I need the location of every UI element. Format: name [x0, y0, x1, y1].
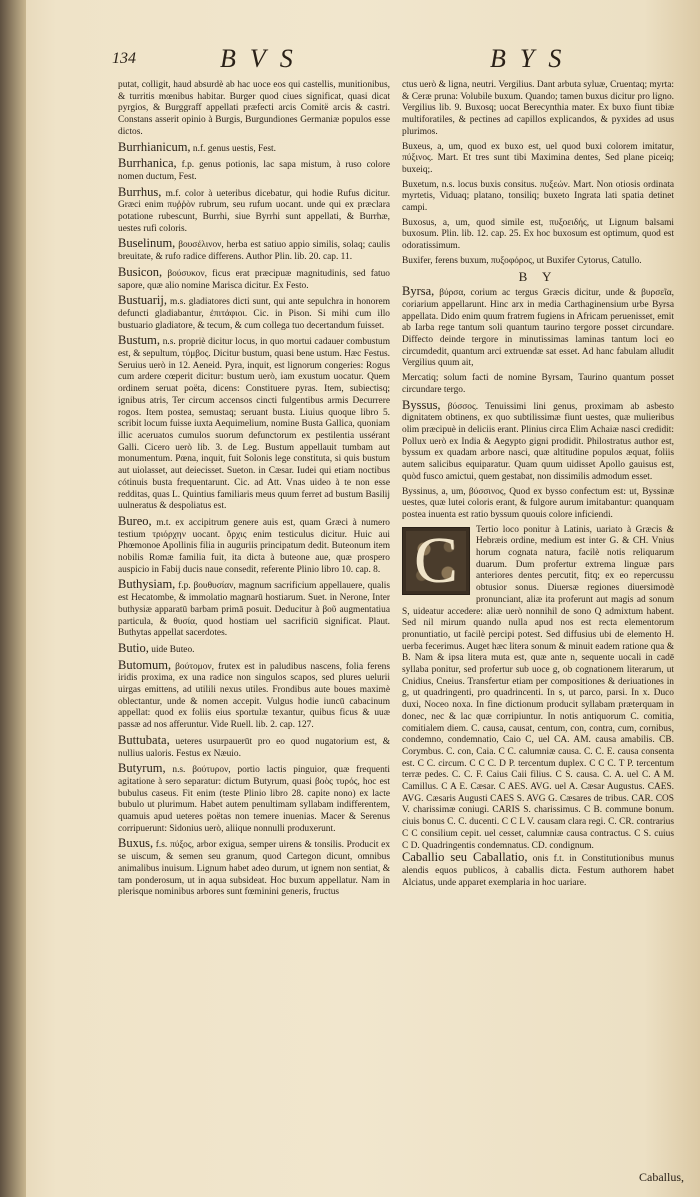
dictionary-entry	[402, 180, 674, 215]
entry-text: Buxosus, a, um, quod simile est, πυξοειδής, ut Lignum balsami buxosum. Plin. lib. 12. cap. 25. Ex hoc buxosum est optimum, quod est odoratissimum.	[402, 217, 674, 252]
entry-text: m.f. color à ueteribus dicebatur, qui hodie Rufus dicitur. Græci enim πυῤῥὸν rubrum, seu rufum uocant. unde qui ex præclara potatione rubescunt, Burrhi, siue Byrrhi sunt appellati, & Burrhæ, uestes rufi coloris.	[118, 188, 390, 234]
dictionary-entry	[118, 838, 390, 899]
entry-lemma: Byrsa,	[402, 284, 435, 299]
entry-lemma: Butomum,	[118, 657, 172, 672]
dictionary-entry	[402, 373, 674, 396]
entry-text: βουσέλινον, herba est satiuo appio similis, solaq; caulis breuitate, & rufo radice differens. Author Plin. lib. 20. cap. 11.	[118, 240, 390, 263]
dictionary-entry	[118, 513, 390, 577]
dictionary-entry	[118, 158, 390, 183]
decorated-initial-c	[402, 524, 470, 597]
dictionary-entry	[118, 184, 390, 236]
entry-lemma: Butio,	[118, 640, 149, 655]
entry-text: n.s. propriè dicitur locus, in quo mortui cadauer combustum est, & sepultum, τύμβος. Dicitur bustum, quasi bene ustum. Hæc Festus. Seruius uerò in 12. Aeneid. Pyra, inquit, est lignorum congeries: Rogus cum ardere cœperit dicitur: bustum uerò, iam exustum uocatur. Quem ordinem seruat poëta, dicens: Constituere pyras. Item, subiectisq; ignibus atris, Ter circum accensos cincti fulgentibus armis Decurrere rogos. Item postea, semustaq; seruant busta. Liuius quoque libro 5. scribit locum fuisse iuxta Aequimelium, nomine Busta Gallica, quoniam illic aceruatos cumulos suorum defunctorum ex pestilentia ussérant Galli. Cicero uerò lib. 3. de Leg. Bustum appellauit tumbam aut monumentum. Pœna, inquit, fuit Solonis lege constituta, si quis bustum aut uiolasset, aut deiecisset. Sueton. in Cæsar. Iudei qui etiam noctibus cótinuis busta frequentarunt. Cic. ad Att. Vnas uideo à te non esse redditas, quas L. Quintius familiaris meus quum ferret ad bustum Basilij uulneratus & despoliatus est.	[118, 337, 390, 512]
entry-text: Buxifer, ferens buxum, πυξοφόρος, ut Buxifer Cytorus, Catullo.	[402, 255, 642, 266]
entry-lemma: Bustum,	[118, 333, 161, 348]
catchword: Caballus,	[639, 1170, 684, 1184]
dictionary-entry	[118, 335, 390, 513]
section-letter: B Y	[518, 268, 558, 284]
dictionary-entry	[118, 264, 390, 292]
letter-c-text: Tertio loco ponitur à Latinis, uariato à Græcis & Hebræis ordine, medium est inter G. & CH. Vnius horum cognata natura, facilè notis reliquarum duarum. Dum profertur extrema linguæ pars anteriores dentes percutit, fitq; ex eo repercussu obtusior sonus. Diuersæ regiones diuersimodè pronunciant, aliæ ita proferunt aut magis ad sonum S, uideatur accedere: aliæ uerò nonnihil de sono Q admixtum habent. Sed nil mirum quando nulla apud nos est recta elementorum pronuntiatio, ut facilè percipi potest. Sed diffusius ubi de elemento H. uerba fecerimus. Auget hæc litera sonum & minuit eadem ratione qua & B. Nam & ipsa litera muta est, quæ ante n, sequente uocali in cadē syllaba ponitur, sed profertur sub uoce g, ob cognationem literarum, ut Cnidius, Cneius. Transfertur etiam per compositiones & deriuationes in g, ut quadringenti, pro quadrincenti. In s, ut parco, parsi. In x. Duco duxi, Noceo noxa. In fine dictionum producit syllabam præterquam in donec, nec & lac quæ corripiuntur. In notis antiquorum C. comitia, comitialem diem. C. causa, causat, centum, con, contra, cum, cornibus, condemno, condemnatio, Caio C, uel CA. AM. causa amabilis. CB. Corymbus. C. con, Caia. C C. calumniæ causa. C. C. E. causa consenta est. C C. circum. C C C. D P. tercentum duplex. C C C. T P. tercentum terræ pedes. C. C. F. Caius Caii filius. C S. causa. C. A. uel C. A M. Camillus. C A E. Cæsar. C AES. AVG. uel A. Cæsar Augustus. CAES. AVG. Cæsaris Augusti CAES S. AVG G. Cæsares de tribus. CAR. COS V. charissimæ coniugi. CARIS S. charissimus. C B. commune bonum. ciuis bonus C. C. ducenti. C C L V. causam clara regi. C. CR. contrarius C C consilium cepit. uel cesset, calumniæ causa contractus. C S. cuius C D. Quadringentis condemnatus. CD. condignum.	[402, 524, 674, 851]
book-spine	[0, 0, 26, 1197]
dictionary-entry	[118, 295, 390, 332]
right-column	[402, 80, 674, 1170]
entry-text: βύρσα, corium ac tergus Græcis dicitur, unde & βυρσεῖα, coriarium appellarunt. Hinc arx in media Carthaginensium urbe Byrsa appellata. Dido enim quum fratrem fugiens in Africam peruenisset, emit ab Iarba rege tantum soli quantum taurino tergore posset circundare. Diffecto deinde tergore in minutissimas laminas tantum loci eo circumdedit, quantum arci extruendæ sat esset. Ad hanc fabulam alludit Vergilius quum ait,	[402, 288, 674, 369]
entry-lemma: Buxus,	[118, 836, 154, 851]
entry-text: uide Buteo.	[151, 644, 195, 655]
entry-text: Mercatiq; solum facti de nomine Byrsam, Taurino quantum posset circundare tergo.	[402, 373, 674, 395]
entry-lemma: Caballio seu Caballatio,	[402, 850, 528, 865]
dictionary-entry	[118, 139, 390, 156]
dictionary-entry	[118, 657, 390, 732]
letter-c-section	[402, 525, 674, 853]
right-column-mid-entries	[402, 286, 674, 521]
entry-lemma: Burrhianicum,	[118, 139, 191, 154]
dictionary-entry	[402, 142, 674, 177]
entry-lemma: Bustuarij,	[118, 293, 167, 308]
entry-text: ueteres usurpauerūt pro eo quod nugatorium est, & nullius ualoris. Festus ex Næuio.	[118, 736, 390, 759]
entry-lemma: Buttubata,	[118, 732, 170, 747]
dictionary-entry	[402, 218, 674, 253]
initial-letter: C	[413, 524, 459, 597]
right-column-end-entries	[402, 852, 674, 889]
entry-lemma: Busicon,	[118, 264, 163, 279]
entry-text: Buxeus, a, um, quod ex buxo est, uel quod buxi colorem imitatur, πύξινος. Mart. Et tres sunt tibi Maximina dentes, Sed plane piceiq; buxeiq;.	[402, 141, 674, 175]
entry-text: Buxetum, n.s. locus buxis consitus. πυξεών. Mart. Non otiosis ordinata myrtetis, Viduaq; platano, tonsiliq; buxeto Ingrata lati spatia detinet campi.	[402, 179, 674, 214]
entry-text: n.s. βούτυρον, portio lactis pinguior, quæ frequenti agitatione à sero separatur: dictum Butyrum, quasi βοὸς τυρός, hoc est bubulus caseus. Fit enim (teste Plinio libro 28. capite nono) ex lacte bubulo ut plurimum. Habet autem penultimam syllabam indifferentem, quamuis apud ueteres poëtas non temere inuenias. Macer & Serenus corripuerunt: Sidonius uerò, aliique nonnulli produxerunt.	[118, 765, 390, 834]
dictionary-entry	[118, 80, 390, 139]
entry-lemma: Buselinum,	[118, 236, 176, 251]
page-header	[112, 44, 672, 78]
page-number: 134	[112, 50, 136, 67]
dictionary-entry	[118, 732, 390, 760]
dictionary-entry	[402, 487, 674, 522]
dictionary-entry	[402, 256, 674, 268]
dictionary-entry	[118, 640, 390, 657]
entry-text: m.s. gladiatores dicti sunt, qui ante sepulchra in honorem defuncti gladiabantur, ἐπιτάφιοι. Cic. in Pison. Si mihi cum illo bustuario gladiatore, & tecum, & cum collega tuo decertandum fuisset.	[118, 297, 390, 331]
entry-lemma: Buthysiam,	[118, 577, 176, 592]
running-head-left: BVS	[220, 44, 307, 73]
entry-text: m.t. ex accipitrum genere auis est, quam Græci à numero testium τριόρχην uocant. ὄρχις enim testiculus dicitur. Huic aui Phœmonoe Apollinis filia in auguriis principatum dedit. Buteonum item nobilis Romæ familia fuit, ita dicta à buteone aue, quæ prospero auspicio in Fabij ducis naue consedit, referente Plinio libro 10. cap. 8.	[118, 517, 390, 575]
dictionary-entry	[402, 286, 674, 370]
dictionary-entry	[118, 763, 390, 835]
right-column-top-entries	[402, 80, 674, 268]
entry-text: f.s. πύξος, arbor exigua, semper uirens & tonsilis. Producit ex se uiscum, & semen seu granum, quod Cartegon dicunt, omnibus animalibus inuisum. Lignum habet adeo durum, ut ignem non sentiat, & tam ponderosum, ut in aqua subsideat. Hoc buxum appellatur. Nam in plerisque nominibus arbores sunt fœminini generis, fructus	[118, 840, 390, 898]
dictionary-entry	[118, 579, 390, 640]
dictionary-entry	[402, 397, 674, 484]
entry-text: Byssinus, a, um, βύσσινος, Quod ex bysso confectum est: ut, Byssinæ uestes, quæ lutei coloris erant, & fulgore aurum imitabantur: quanquam postea inuenta est ratio byssum quouis colore inficiendi.	[402, 486, 674, 520]
entry-text: onis f.t. in Constitutionibus munus alendis equos publicos, à caballis dicta. Festum authorem habet Alciatus, unde apparet exemplaria in hoc uariare.	[402, 854, 674, 888]
entry-text: f.p. βουθυσίαν, magnum sacrificium appellauere, qualis est Hecatombe, & immolatio magnarū hostiarum. Suet. in Nerone, Inter buthysiæ apparatū barbam primā posuit. Deducitur à βοῦ augmentatiua particula, & θυσία, quod hostiam uel sacrificiū significat. Plaut. Buthytas appellat sacerdotes.	[118, 581, 390, 639]
entry-text: n.f. genus uestis, Fest.	[192, 143, 276, 154]
entry-text: f.p. genus potionis, lac sapa mistum, à ruso colore nomen ductum, Fest.	[118, 160, 390, 182]
dictionary-entry	[402, 80, 674, 139]
entry-lemma: Byssus,	[402, 397, 441, 412]
entry-lemma: Burrhus,	[118, 184, 162, 199]
entry-lemma: Butyrum,	[118, 761, 166, 776]
entry-text: βούσυκον, ficus erat præcipuæ magnitudinis, sed fatuo sapore, quæ alio nomine Marisca dicitur. Ex Festo.	[118, 268, 390, 291]
entry-text: putat, colligit, haud absurdè ab hac uoce eos qui castellis, munitionibus, & turritis mœnibus habitar. Burger quod ciues significat, quasi dicat pyrgios, & Burggraff appellati præfecti arcis Comitë arcis & castri. Constans asserit opinio à Burgis, Burgundiones Germaniæ populos esse dictos.	[118, 80, 390, 137]
left-column	[118, 80, 390, 1180]
running-head-right: BYS	[490, 44, 576, 73]
dictionary-entry	[118, 238, 390, 263]
entry-text: βούτομον, frutex est in paludibus nascens, folia ferens iridis proxima, ex una radice non singulos scapos, sed plures uelurii uirgas emittens, ad utilili nexus utiles. Frondibus aute boues maximè oblectantur, unde & nomen accepit. Vulgus hodie iuncū cabacinum appellat: quod ex foliis eius sportulæ texantur, quibus ficus & uuæ passæ ad nos afferuntur. Vide Ruell. lib. 2. cap. 127.	[118, 661, 390, 731]
dictionary-entry	[402, 852, 674, 889]
entry-lemma: Burrhanica,	[118, 156, 177, 171]
entry-text: ctus uerò & ligna, neutri. Vergilius. Dant arbuta syluæ, Cruentaq; myrta: & Ceræ pruna: Volubile buxum. Quando; tamen buxus dicitur pro ligno. Vergilius lib. 9. Buxosq; uocat Berecynthia mater. Ex buxo fiunt tibiæ multiforatiles, & pectines ad capillos explicandos, & pyxides ad usus plurimos.	[402, 80, 674, 137]
entry-text: βύσσος. Tenuissimi lini genus, proximam ab asbesto dignitatem obtinens, ex quo subtilissimæ fiunt uestes, quæ mulieribus olim præcipuè in deliciis erant. Plinius circa Elim Achaiæ nasci credidit: Pollux uerò ex India & Aegypto gigni prodidit. Philostratus author est, byssum ex quadam arbore nasci, quæ altitudine populos æquat, foliis autem salicibus equiparatur. Quam quum uidisset Apollo gauisus est, quòd fusco amictui, quem gestabat, non dissimilis admodum esset.	[402, 401, 674, 482]
entry-lemma: Bureo,	[118, 513, 152, 528]
